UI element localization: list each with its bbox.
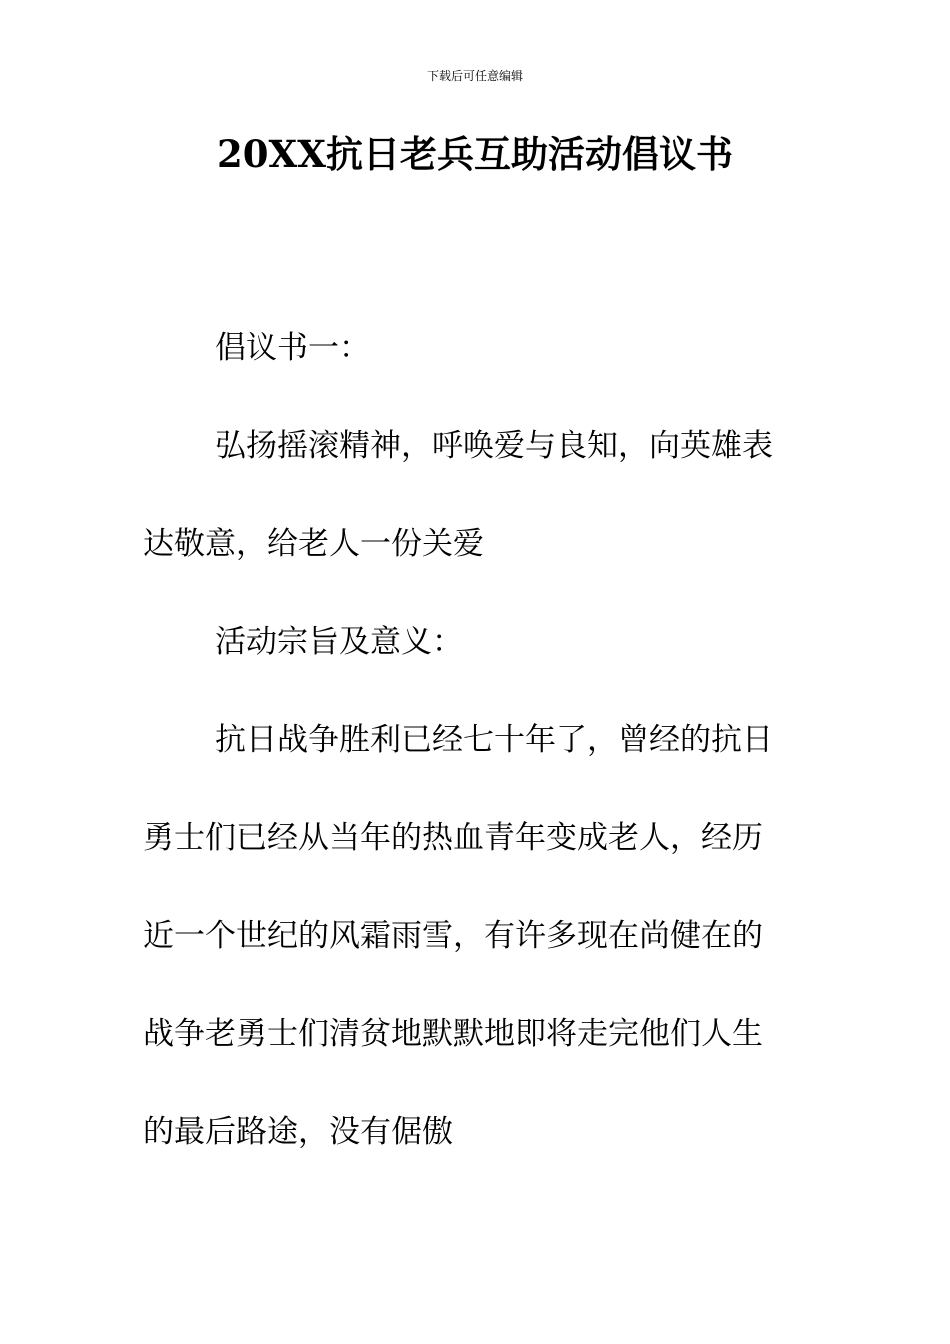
header-note: 下载后可任意编辑 <box>426 69 523 83</box>
paragraph-slogan: 弘扬摇滚精神，呼唤爱与良知，向英雄表达敬意，给老人一份关爱 <box>143 428 773 562</box>
paragraph-purpose-heading: 活动宗旨及意义： <box>215 624 463 660</box>
paragraph-proposal-heading: 倡议书一： <box>215 330 370 366</box>
paragraph-background: 抗日战争胜利已经七十年了，曾经的抗日勇士们已经从当年的热血青年变成老人，经历近一个世纪的风霜雨雪，有许多现在尚健在的战争老勇士们清贫地默默地即将走完他们人生的最后路途，没有倨傲 <box>143 722 773 1150</box>
document-title: 20XX抗日老兵互助活动倡议书 <box>217 132 733 176</box>
document-body <box>143 299 783 1181</box>
